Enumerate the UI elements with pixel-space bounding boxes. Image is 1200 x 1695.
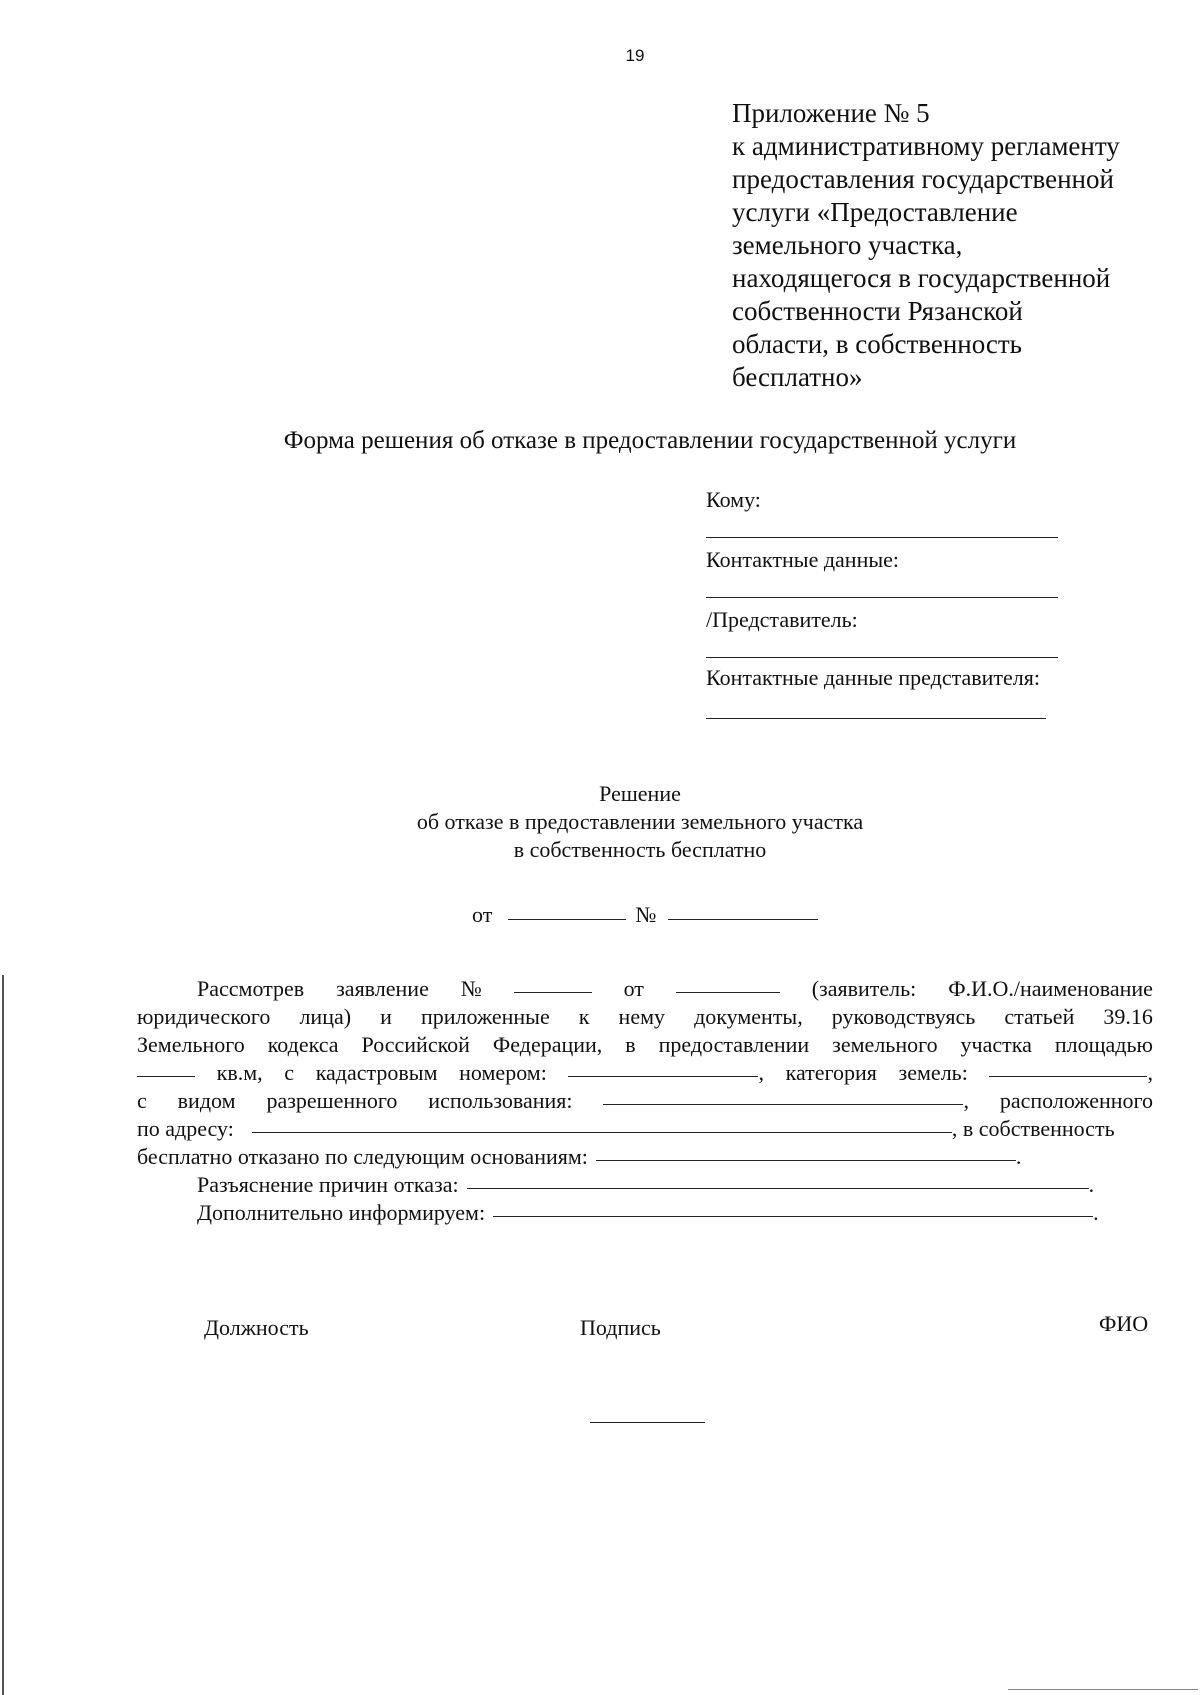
body-word: . [1088, 1172, 1095, 1197]
decision-number-line[interactable] [668, 919, 818, 920]
body-word: предоставлении [658, 1032, 810, 1057]
body-word: кадастровым [315, 1060, 438, 1085]
body-word: приложенные [420, 1004, 550, 1029]
appendix-line: бесплатно» [732, 362, 863, 392]
application-number-line[interactable] [514, 992, 592, 993]
body-line [137, 1115, 1153, 1143]
body-word: площадью [1054, 1032, 1153, 1057]
number-label: № [635, 902, 657, 927]
land-category-line[interactable] [989, 1076, 1147, 1077]
body-word: юридического [137, 1004, 271, 1029]
rep-contacts-line[interactable] [706, 718, 1046, 719]
refusal-explanation-line[interactable] [467, 1188, 1089, 1189]
body-word: , [1147, 1060, 1153, 1085]
cadastral-number-line[interactable] [568, 1076, 758, 1077]
appendix-line: земельного участка, [732, 230, 963, 260]
from-label: от [472, 902, 493, 927]
area-line[interactable] [137, 1076, 195, 1077]
scan-bottom-mark [1008, 1689, 1198, 1690]
body-line [137, 1003, 1153, 1031]
body-word: земельного [832, 1032, 938, 1057]
body-word: , в собственность [951, 1116, 1115, 1141]
appendix-line: собственности Рязанской [732, 296, 1023, 326]
body-word: по адресу: [137, 1116, 234, 1141]
signature-name-label: ФИО [1099, 1311, 1149, 1336]
representative-label: /Представитель: [706, 607, 858, 632]
representative-line[interactable] [706, 657, 1058, 658]
body-word: статьей [1004, 1004, 1075, 1029]
body-word: категория [785, 1060, 877, 1085]
body-word: бесплатно отказано по следующим основаниям: [137, 1144, 588, 1169]
contacts-label: Контактные данные: [706, 547, 899, 572]
body-word: , [963, 1088, 969, 1113]
body-word: расположенного [999, 1088, 1153, 1113]
body-word: Федерации, [492, 1032, 603, 1057]
body-word: участка [960, 1032, 1032, 1057]
decision-body [137, 975, 1153, 1227]
contacts-line[interactable] [706, 597, 1058, 598]
permitted-use-line[interactable] [603, 1104, 963, 1105]
body-line [137, 1031, 1153, 1059]
body-line [137, 1199, 1153, 1227]
body-word: (заявитель: [811, 976, 917, 1001]
footnote-separator [590, 1422, 705, 1423]
recipient-to-line[interactable] [706, 537, 1058, 538]
body-word: в [625, 1032, 636, 1057]
decision-title: Решение [599, 781, 681, 806]
body-line [137, 1143, 1153, 1171]
body-word: , [758, 1060, 764, 1085]
body-word: документы, [694, 1004, 803, 1029]
form-title: Форма решения об отказе в предоставлении государственной услуги [283, 427, 1017, 454]
address-line[interactable] [252, 1132, 952, 1133]
decision-subtitle: об отказе в предоставлении земельного участка [416, 809, 864, 834]
rep-contacts-label: Контактные данные представителя: [706, 665, 1040, 690]
body-word: Разъяснение причин отказа: [197, 1172, 459, 1197]
body-word: земель: [898, 1060, 968, 1085]
body-word: № [460, 976, 482, 1001]
body-word: и [380, 1004, 392, 1029]
body-line [137, 975, 1153, 1003]
body-word: нему [618, 1004, 666, 1029]
additional-info-line[interactable] [493, 1216, 1093, 1217]
body-word: заявление [336, 976, 429, 1001]
decision-heading [0, 780, 1200, 864]
body-word: Рассмотрев [197, 976, 305, 1001]
signature-position-label: Должность [204, 1315, 309, 1340]
body-word: . [1015, 1144, 1022, 1169]
appendix-header [732, 97, 1152, 394]
decision-date-line[interactable] [508, 919, 626, 920]
appendix-line: Приложение № 5 [732, 98, 930, 128]
body-word: от [623, 976, 644, 1001]
body-line [137, 1171, 1153, 1199]
appendix-line: области, в собственность [732, 329, 1022, 359]
body-word: . [1093, 1200, 1099, 1225]
application-date-line[interactable] [676, 992, 780, 993]
decision-subtitle: в собственность бесплатно [513, 837, 767, 862]
body-word: видом [177, 1088, 236, 1113]
body-word: руководствуясь [831, 1004, 976, 1029]
signature-sign-label: Подпись [580, 1315, 661, 1340]
body-word: Российской [361, 1032, 470, 1057]
body-word: разрешенного [266, 1088, 398, 1113]
appendix-line: услуги «Предоставление [732, 197, 1018, 227]
body-word: использования: [428, 1088, 573, 1113]
grounds-line[interactable] [596, 1160, 1016, 1161]
appendix-line: к административному регламенту [732, 131, 1120, 161]
appendix-line: находящегося в государственной [732, 263, 1111, 293]
page-number: 19 [625, 46, 645, 65]
recipient-to-label: Кому: [706, 487, 761, 512]
scan-edge-line [2, 975, 4, 1695]
body-word: с [284, 1060, 295, 1085]
body-word: 39.16 [1103, 1004, 1153, 1029]
body-word: Дополнительно информируем: [197, 1200, 486, 1225]
body-line [137, 1059, 1153, 1087]
body-word: к [578, 1004, 590, 1029]
body-word: Земельного [137, 1032, 245, 1057]
body-line [137, 1087, 1153, 1115]
body-word: номером: [459, 1060, 547, 1085]
body-word: Ф.И.О./наименование [948, 976, 1153, 1001]
body-word: кв.м, [216, 1060, 263, 1085]
body-word: кодекса [267, 1032, 339, 1057]
body-word: лица) [299, 1004, 352, 1029]
appendix-line: предоставления государственной [732, 164, 1114, 194]
decision-date-number-row [472, 902, 818, 928]
body-word: с [137, 1088, 147, 1113]
